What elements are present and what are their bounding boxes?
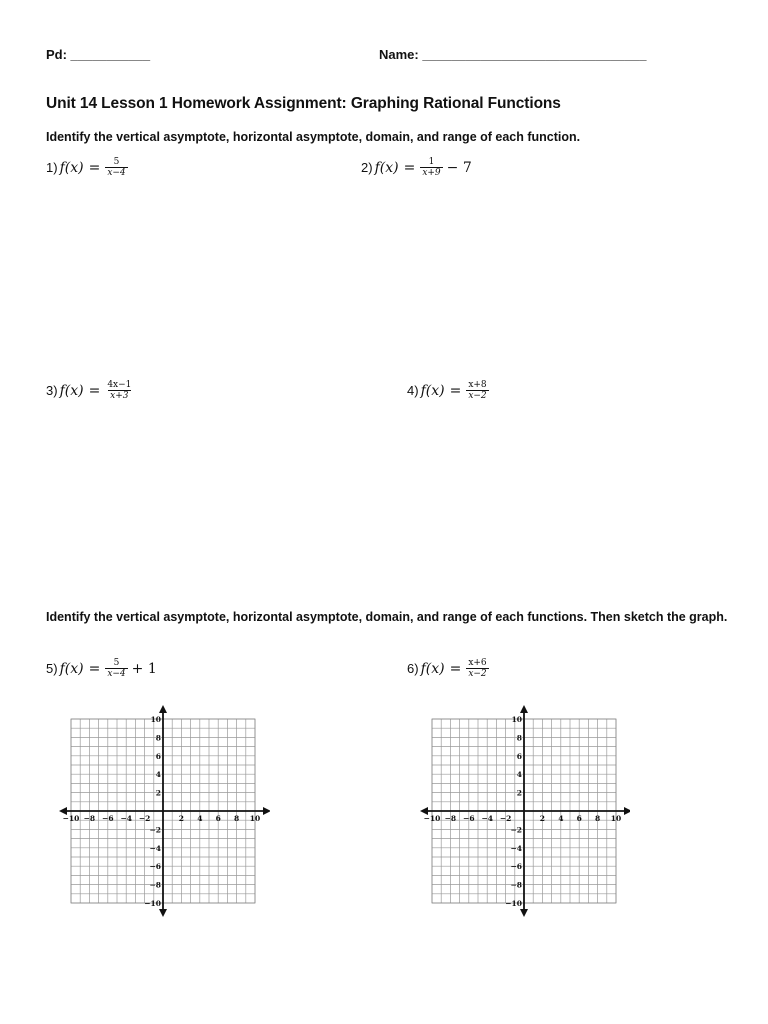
equals-sign: = [403, 159, 416, 176]
numerator: 4x−1 [107, 380, 132, 390]
y-axis-arrow-down [159, 909, 167, 917]
problem-number: 3) [46, 383, 58, 398]
pd-field-label: Pd: ___________ [46, 47, 151, 62]
y-tick-label: −4 [149, 843, 161, 853]
equals-sign: = [449, 660, 462, 677]
x-tick-label: −6 [102, 814, 114, 823]
fraction [466, 380, 488, 401]
problem-6 [407, 658, 493, 679]
y-axis-arrow-down [520, 909, 528, 917]
equals-sign: = [88, 382, 101, 399]
function-name: f(x) [59, 660, 84, 677]
y-tick-label: 4 [516, 770, 522, 780]
y-tick-label: −8 [510, 880, 522, 890]
name-field-label: Name: _______________________________ [379, 47, 647, 62]
coordinate-grid-5[interactable] [58, 703, 270, 919]
denominator: x+3 [110, 391, 129, 401]
numerator: x+6 [468, 658, 487, 668]
function-name: f(x) [59, 382, 84, 399]
x-tick-label: 10 [249, 814, 261, 823]
x-tick-label: −4 [120, 814, 132, 823]
problem-number: 5) [46, 661, 58, 676]
function-name: f(x) [420, 660, 445, 677]
x-tick-label: −10 [423, 814, 441, 823]
x-tick-label: −2 [499, 814, 512, 823]
equals-sign: = [88, 660, 101, 677]
equals-sign: = [449, 382, 462, 399]
problem-5 [46, 658, 157, 679]
fraction [105, 658, 127, 679]
x-tick-label: −10 [62, 814, 80, 823]
fraction [466, 658, 488, 679]
y-tick-label: 2 [516, 788, 522, 798]
problem-number: 4) [407, 383, 419, 398]
x-tick-label: −6 [463, 814, 475, 823]
problem-number: 1) [46, 160, 58, 175]
y-axis-arrow-up [520, 705, 528, 713]
x-axis-arrow-right [624, 807, 630, 815]
y-tick-label: −10 [144, 899, 161, 908]
y-tick-label: 6 [155, 751, 161, 761]
problem-number: 6) [407, 661, 419, 676]
x-axis-arrow-right [263, 807, 270, 815]
y-tick-label: −6 [510, 862, 522, 872]
problem-3 [46, 380, 137, 401]
x-tick-label: 8 [594, 814, 601, 823]
coordinate-grid-6[interactable] [418, 703, 630, 919]
x-tick-label: −2 [138, 814, 151, 823]
x-tick-label: 6 [215, 814, 221, 823]
x-tick-label: −8 [83, 814, 96, 823]
y-tick-label: 10 [150, 715, 161, 724]
numerator: 5 [113, 157, 120, 167]
y-tick-label: −2 [510, 825, 522, 835]
section1-instruction: Identify the vertical asymptote, horizontal asymptote, domain, and range of each function. [46, 130, 581, 144]
denominator: x−4 [107, 168, 126, 178]
denominator: x+9 [422, 168, 441, 178]
problem-1 [46, 157, 132, 178]
x-tick-label: 10 [610, 814, 622, 823]
y-tick-label: −2 [149, 825, 161, 835]
x-tick-label: 2 [178, 814, 185, 823]
x-tick-label: −4 [481, 814, 493, 823]
denominator: x−2 [468, 391, 487, 401]
fraction [105, 380, 133, 401]
expression-tail: + 1 [131, 660, 157, 677]
numerator: 1 [428, 157, 435, 167]
y-tick-label: 2 [155, 788, 161, 798]
denominator: x−2 [468, 669, 487, 679]
x-tick-label: 2 [539, 814, 546, 823]
denominator: x−4 [107, 669, 126, 679]
section2-instruction: Identify the vertical asymptote, horizontal asymptote, domain, and range of each functions. Then sketch the graph. [46, 610, 728, 624]
x-tick-label: 4 [197, 814, 203, 823]
y-tick-label: −8 [149, 880, 161, 890]
function-name: f(x) [374, 159, 399, 176]
x-tick-label: −8 [444, 814, 457, 823]
page-title: Unit 14 Lesson 1 Homework Assignment: Graphing Rational Functions [46, 95, 561, 112]
numerator: 5 [113, 658, 120, 668]
y-axis-arrow-up [159, 705, 167, 713]
y-tick-label: 6 [516, 751, 522, 761]
function-name: f(x) [420, 382, 445, 399]
y-tick-label: 8 [516, 733, 522, 743]
problem-number: 2) [361, 160, 373, 175]
equals-sign: = [88, 159, 101, 176]
fraction [105, 157, 127, 178]
y-tick-label: 4 [155, 770, 161, 780]
x-tick-label: 4 [558, 814, 564, 823]
y-tick-label: 10 [511, 715, 522, 724]
y-tick-label: 8 [155, 733, 161, 743]
x-tick-label: 8 [233, 814, 240, 823]
y-tick-label: −6 [149, 862, 161, 872]
problem-2 [361, 157, 472, 178]
numerator: x+8 [468, 380, 487, 390]
y-tick-label: −4 [510, 843, 522, 853]
problem-4 [407, 380, 493, 401]
expression-tail: − 7 [446, 159, 472, 176]
y-tick-label: −10 [505, 899, 522, 908]
function-name: f(x) [59, 159, 84, 176]
x-tick-label: 6 [576, 814, 582, 823]
fraction [420, 157, 442, 178]
